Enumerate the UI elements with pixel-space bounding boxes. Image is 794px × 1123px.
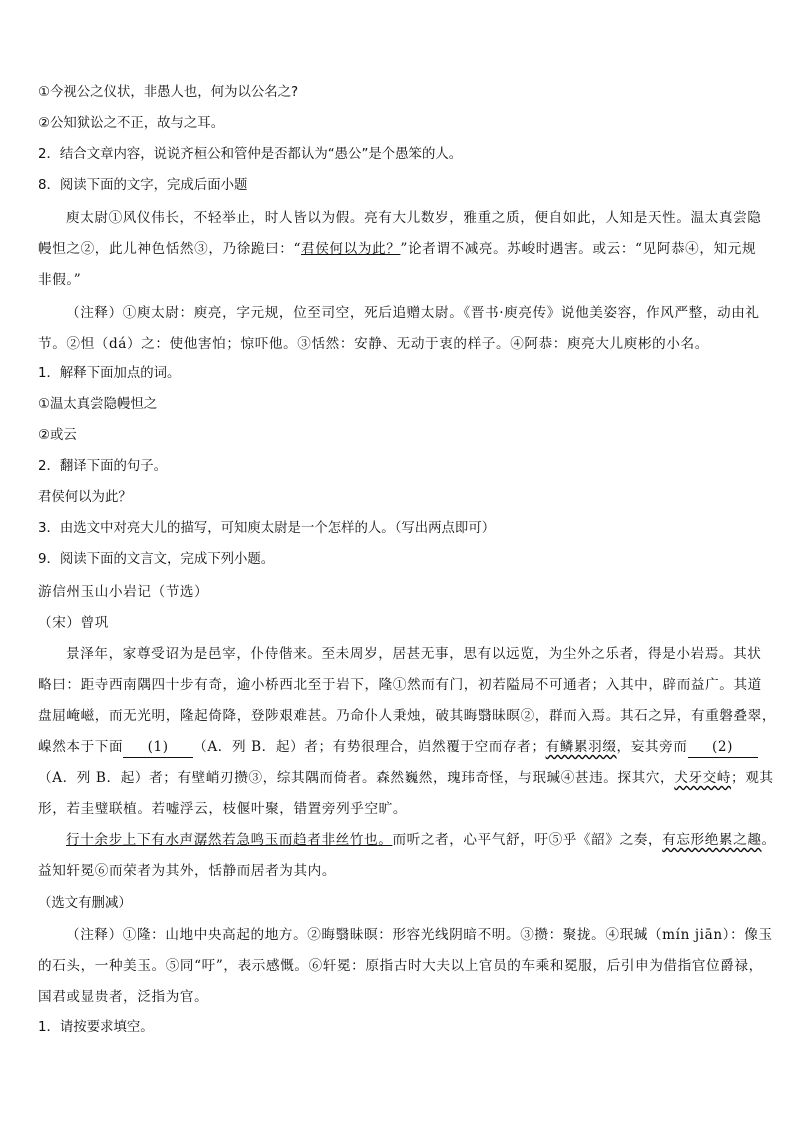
q9-passage-line-3: 盘屈崦嵫，而无光明，隆起倚降，登陟艰难甚。乃命仆人秉烛，破其晦翳昧暝②，群而入焉。其石之异，有重磐叠翠，: [38, 708, 777, 724]
q8-passage-line-1: 庾太尉①风仪伟长，不轻举止，时人皆以为假。亮有大儿数岁，雅重之质，便自如此，人知是天性。温太真尝隐: [66, 210, 762, 226]
q9-passage-line-1: 景泽年，家尊受诏为是邑宰，仆侍偕来。至未周岁，居甚无事，思有以远览，为尘外之乐者，得是小岩焉。其状: [66, 646, 762, 662]
q8-passage-text: 幔怛之②，此儿神色恬然③，乃徐跪曰：“: [38, 241, 302, 257]
q9-subquestion-1: 1．请按要求填空。: [38, 1020, 154, 1035]
q7-subquestion-2: 2．结合文章内容，说说齐桓公和管仲是否都认为“愚公”是个愚笨的人。: [38, 147, 463, 162]
q9-note-line-3: 国君或显贵者，泛指为官。: [38, 989, 209, 1005]
q8-note-line-1: （注释）①庾太尉：庾亮，字元规，位至司空，死后追赠太尉。《晋书·庾亮传》说他美姿容，作风严整，动由礼: [66, 305, 760, 321]
q8-subquestion-3: 3．由选文中对亮大儿的描写，可知庾太尉是一个怎样的人。（写出两点即可）: [38, 521, 496, 536]
q8-passage-text: ”论者谓不减亮。苏峻时遇害。或云：“见阿恭④，知元规: [400, 241, 757, 257]
q8-passage-line-2: [38, 239, 762, 259]
q8-subquestion-1: 1．解释下面加点的词。: [38, 366, 181, 381]
q9-article-title: 游信州玉山小岩记（节选）: [38, 584, 209, 600]
q9-passage-line-5: [38, 768, 774, 788]
q9-title: 9．阅读下面的文言文，完成下列小题。: [38, 552, 275, 567]
q8-subquestion-1a: ①温太真尝隐幔怛之: [38, 397, 158, 412]
q9-passage-line-4: [38, 737, 762, 758]
q9-passage-line-6: 形，若圭璧联植。若嘘浮云，枝偃叶聚，错置旁列乎空旷。: [38, 801, 408, 817]
q9-deletion-note: （选文有删减）: [38, 896, 132, 911]
answer-blank-1[interactable]: (1): [123, 737, 193, 758]
q9-passage-text: （A．列 B．起）者；有壁峭刃攒③，综其隅而倚者。森然巍然，瑰玮奇怪，与珉瑊④甚违。探其穴，: [38, 770, 675, 786]
q7-item-2: ②公知狱讼之不正，故与之耳。: [38, 116, 225, 131]
q9-wavy-underline-phrase: 有忘形绝累之趣: [662, 832, 762, 848]
q9-passage-text: ，妄其旁而: [616, 739, 688, 755]
q8-passage-line-3: 非假。”: [38, 272, 82, 288]
q8-note-line-2: 节。②怛（dá）之：使他害怕；惊吓他。③恬然：安静、无动于衷的样子。④阿恭：庾亮大儿庾彬的小名。: [38, 336, 709, 352]
q8-title: 8．阅读下面的文字，完成后面小题: [38, 178, 248, 193]
q8-subquestion-2a: 君侯何以为此？: [38, 490, 132, 505]
q9-passage-line-8: 益知轩冕⑥而荣者为其外，恬静而居者为其内。: [38, 863, 337, 879]
q7-item-1: ①今视公之仪状，非愚人也，何为以公名之?: [38, 85, 299, 100]
q9-passage-text: （A．列 B．起）者；有势很理合，岿然覆于空而存者；: [193, 739, 546, 755]
q9-passage-text: 而听之者，心平气舒，吁⑤乎《韶》之奏，: [392, 832, 663, 848]
q9-note-line-2: 的石头，一种美玉。⑤同“吁”，表示感慨。⑥轩冕：原指古时大夫以上官员的车乘和冕服，后引申为借指官位爵禄，: [38, 958, 763, 974]
q9-passage-line-7: [66, 830, 776, 850]
q9-wavy-underline-phrase: 有鳞累羽缀: [545, 739, 617, 755]
q9-note-line-1: （注释）①隆：山地中央高起的地方。②晦翳昧暝：形容光线阴暗不明。③攒：聚拢。④珉瑊（mín jiān）：像玉: [66, 927, 773, 943]
q9-passage-text: ；观其: [731, 770, 774, 786]
answer-blank-2[interactable]: (2): [688, 737, 758, 758]
q9-author: （宋）曾巩: [38, 615, 109, 631]
q9-passage-text: 嵲然本于下面: [38, 739, 124, 755]
q9-passage-line-2: 略曰：距寺西南隅四十步有奇，逾小桥西北至于岩下，隆①然而有门，初若隘局不可通者；入其中，辟而益广。其道: [38, 677, 762, 693]
q9-passage-text: 。: [761, 832, 776, 848]
q9-wavy-underline-phrase: 犬牙交峙: [674, 770, 732, 786]
q8-subquestion-2: 2．翻译下面的句子。: [38, 459, 168, 474]
q8-subquestion-1b: ②或云: [38, 428, 77, 443]
q8-underlined-sentence: 君侯何以为此？: [301, 241, 401, 257]
q9-underlined-sentence: 行十余步上下有水声潺然若急鸣玉而趋者非丝竹也。: [66, 832, 393, 848]
